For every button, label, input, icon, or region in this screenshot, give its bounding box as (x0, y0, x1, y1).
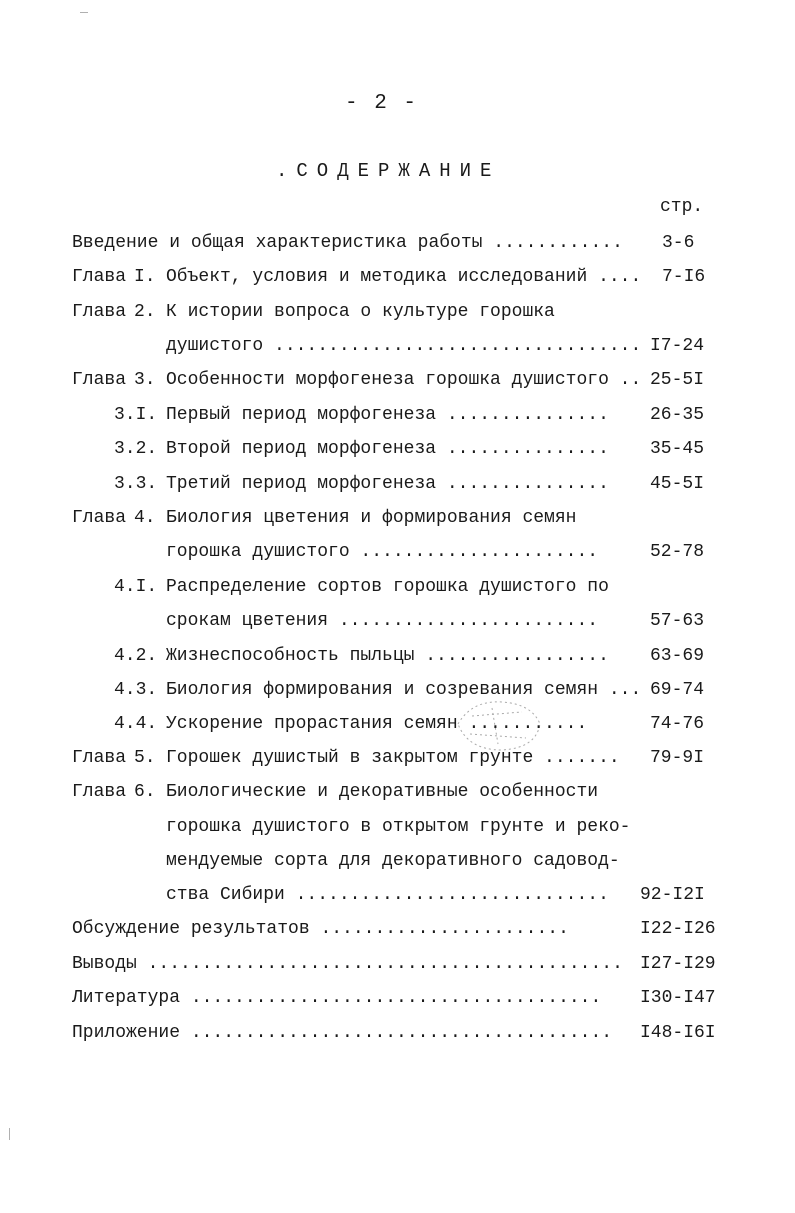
toc-entry-text: Второй период морфогенеза ............... (166, 439, 609, 459)
toc-entry-pages: 92-I2I (640, 885, 705, 905)
toc-entry-text: Особенности морфогенеза горошка душистого .. (166, 370, 642, 390)
toc-entry-text: Жизнеспособность пыльцы ................. (166, 646, 609, 666)
toc-entry-pages: 45-5I (650, 474, 705, 494)
toc-row (0, 399, 795, 431)
toc-entry-number: 3.2. (114, 439, 158, 459)
toc-row (0, 433, 795, 465)
toc-entry-pages: 57-63 (650, 611, 705, 631)
toc-entry-number: 3.I. (114, 405, 158, 425)
toc-entry-text: горошка душистого в открытом грунте и реко- (166, 817, 631, 837)
toc-entry-label: Глава (72, 508, 127, 528)
toc-row (0, 605, 795, 637)
toc-row (0, 640, 795, 672)
toc-entry-label: Глава (72, 302, 127, 322)
toc-row (0, 1017, 795, 1049)
toc-entry-pages: 7-I6 (662, 267, 706, 287)
toc-entry-label: Глава (72, 267, 127, 287)
toc-entry-text: Ускорение прорастания семян ........... (166, 714, 588, 734)
toc-entry-text: Приложение ....................................... (72, 1023, 613, 1043)
toc-entry-pages: 26-35 (650, 405, 705, 425)
toc-entry-text: Введение и общая характеристика работы ............ (72, 233, 623, 253)
toc-entry-text: Первый период морфогенеза ............... (166, 405, 609, 425)
toc-entry-number: 4.4. (114, 714, 158, 734)
toc-row (0, 708, 795, 740)
toc-row (0, 742, 795, 774)
toc-entry-text: ства Сибири ............................. (166, 885, 609, 905)
toc-row (0, 845, 795, 877)
toc-entry-text: Выводы ............................................ (72, 954, 623, 974)
toc-entry-number: 6. (134, 782, 156, 802)
page-title: .СОДЕРЖАНИЕ (276, 160, 501, 182)
toc-row (0, 674, 795, 706)
toc-entry-label: Глава (72, 748, 127, 768)
toc-row (0, 982, 795, 1014)
toc-row (0, 468, 795, 500)
toc-entry-label: Глава (72, 782, 127, 802)
toc-entry-number: 4. (134, 508, 156, 528)
page-column-header: стр. (660, 197, 704, 217)
toc-row (0, 502, 795, 534)
toc-entry-text: Распределение сортов горошка душистого по (166, 577, 609, 597)
toc-entry-pages: 3-6 (662, 233, 695, 253)
toc-entry-pages: I30-I47 (640, 988, 716, 1008)
toc-row (0, 948, 795, 980)
toc-entry-number: 5. (134, 748, 156, 768)
toc-entry-text: Биология цветения и формирования семян (166, 508, 577, 528)
toc-row (0, 571, 795, 603)
page-number: - 2 - (345, 92, 433, 115)
toc-entry-pages: 52-78 (650, 542, 705, 562)
toc-entry-text: Третий период морфогенеза ............... (166, 474, 609, 494)
toc-entry-pages: I27-I29 (640, 954, 716, 974)
toc-entry-pages: 63-69 (650, 646, 705, 666)
toc-entry-pages: 79-9I (650, 748, 705, 768)
toc-entry-number: 4.3. (114, 680, 158, 700)
library-stamp (452, 694, 546, 756)
toc-row (0, 261, 795, 293)
toc-entry-label: Глава (72, 370, 127, 390)
toc-entry-text: мендуемые сорта для декоративного садовод- (166, 851, 620, 871)
toc-entry-pages: 69-74 (650, 680, 705, 700)
toc-entry-text: Литература ...................................... (72, 988, 602, 1008)
toc-entry-pages: 25-5I (650, 370, 705, 390)
toc-entry-pages: I7-24 (650, 336, 705, 356)
toc-entry-text: Обсуждение результатов ....................... (72, 919, 569, 939)
toc-entry-text: душистого .................................. (166, 336, 642, 356)
toc-entry-text: горошка душистого ...................... (166, 542, 599, 562)
toc-entry-number: 3.3. (114, 474, 158, 494)
toc-row (0, 364, 795, 396)
toc-entry-text: Горошек душистый в закрытом грунте ....... (166, 748, 620, 768)
toc-entry-text: срокам цветения ........................ (166, 611, 599, 631)
toc-row (0, 227, 795, 259)
toc-entry-text: Биологические и декоративные особенности (166, 782, 599, 802)
toc-row (0, 330, 795, 362)
toc-entry-number: 3. (134, 370, 156, 390)
toc-entry-pages: I48-I6I (640, 1023, 716, 1043)
toc-entry-text: Биология формирования и созревания семян ... (166, 680, 642, 700)
toc-entry-number: 4.2. (114, 646, 158, 666)
toc-entry-text: Объект, условия и методика исследований .... (166, 267, 642, 287)
toc-entry-pages: 74-76 (650, 714, 705, 734)
toc-entry-text: К истории вопроса о культуре горошка (166, 302, 555, 322)
toc-row (0, 536, 795, 568)
toc-row (0, 776, 795, 808)
toc-entry-pages: I22-I26 (640, 919, 716, 939)
toc-row (0, 879, 795, 911)
toc-entry-number: 2. (134, 302, 156, 322)
toc-entry-number: I. (134, 267, 156, 287)
toc-row (0, 913, 795, 945)
scan-mark (80, 12, 88, 13)
toc-entry-pages: 35-45 (650, 439, 705, 459)
toc-row (0, 296, 795, 328)
toc-entry-number: 4.I. (114, 577, 158, 597)
toc-row (0, 811, 795, 843)
